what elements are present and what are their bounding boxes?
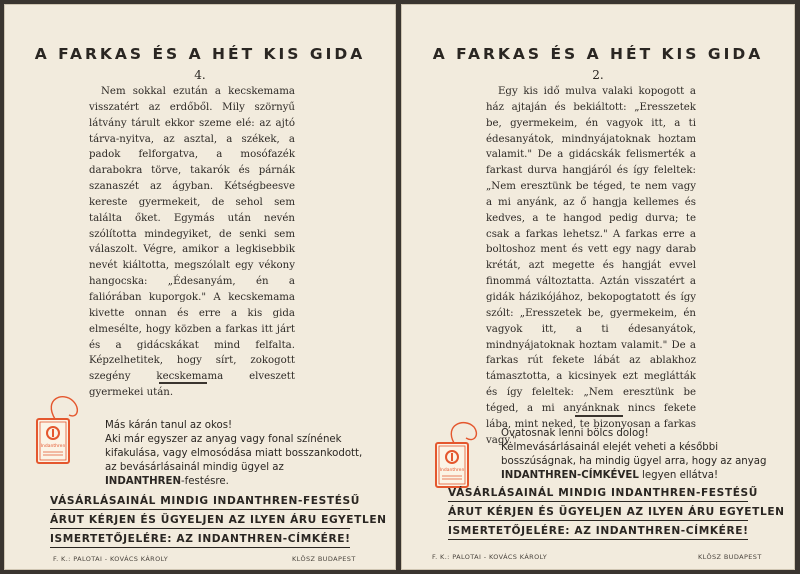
motto-heading: Más kárán tanul az okos! xyxy=(105,420,233,431)
footer-credit: F. K.: PALOTAI - KOVÁCS KÁROLY xyxy=(432,553,548,561)
motto-text: Aki már egyszer az anyag vagy fonal színének kifakulása, vagy elmosódása miatt bosszankodott, az bevásárlásainál mindig ügyel az INDANTHREN-festésre. xyxy=(105,434,363,487)
motto-block xyxy=(105,419,365,489)
postcard-right xyxy=(401,4,795,570)
footer-credit: F. K.: PALOTAI - KOVÁCS KÁROLY xyxy=(53,555,169,563)
footer-printer: KLÖSZ BUDAPEST xyxy=(698,553,762,561)
motto-text: Kelmevásárlásainál elejét veheti a későbbi bosszúságnak, ha mindig ügyel arra, hogy az anyag INDANTHREN-CÍMKÉVEL legyen ellátva! xyxy=(501,442,767,481)
indanthren-tag-icon xyxy=(33,389,85,475)
story-text: Nem sokkal ezután a kecskemama visszatért az erdőből. Mily szörnyű látvány tárult ekkor szeme elé: az ajtó tárva-nyitva, az asztal, a székek, a padok felforgatva, a mosófazék darabokra törve, takarók és párnák szanaszét az ágyban. Kétségbeesve kereste gyermekeit, de sehol sem találta őket. Egymás után nevén szólította mindegyiket, de senki sem válaszolt. Végre, amikor a legkisebbik nevét kiáltotta, megszólalt egy vékony hangocska: „Édesanyám, én a faliórában kuporgok." A kecskemama kivette onnan és erre a kis gida elmesélte, hogy közben a farkas itt járt és a gidácskákat mind felfalta. Képzelhetitek, hogy sírt, zokogott szegény kecskemama elveszett gyermekei után. xyxy=(89,86,295,399)
tag-label: Indanthren xyxy=(439,468,465,473)
page-number: 4. xyxy=(194,68,206,82)
advert-line: VÁSÁRLÁSAINÁL MINDIG INDANTHREN-FESTÉSŰ xyxy=(50,495,350,510)
story-text: Egy kis idő mulva valaki kopogott a ház ajtaján és bekiáltott: „Eresszetek be, gyermekeim, én vagyok itt, a ti édesanyátok, mindnyájatoknak hoztam valamit." De a gidácskák felismerték a farkast durva hangjáról és így feleltek: „Nem eresztünk be téged, te nem vagy a mi anyánk, az ő hangja kellemes és kedves, a te hangod pedig durva; te csak a farkas lehetsz." A farkas erre a boltoshoz ment és vett egy nagy darab krétát, azt megette és hangját evvel finommá változtatta. Aztán visszatért a gidák házikójához, bekopogtatott és így szólt: „Eresszetek be, gyermekeim, én vagyok itt, a ti édesanyátok, mindnyájatoknak hoztam valamit." De a farkas rút fekete lábát az ablakhoz támasztotta, a kicsinyek ezt meglátták és így feleltek: „Nem eresztünk be téged, a mi anyánknak nincs fekete lába, mint neked, te bizonyosan a farkas vagy." xyxy=(486,86,696,446)
motto-heading: Óvatosnak lenni bölcs dolog! xyxy=(501,428,649,439)
card-title: A FARKAS ÉS A HÉT KIS GIDA xyxy=(34,45,366,63)
motto-block xyxy=(501,427,771,483)
tag-label: Indanthren xyxy=(40,444,66,449)
divider xyxy=(159,382,207,384)
card-title: A FARKAS ÉS A HÉT KIS GIDA xyxy=(432,45,764,63)
advert-line: ÁRUT KÉRJEN ÉS ÜGYELJEN AZ ILYEN ÁRU EGYETLEN xyxy=(448,506,748,521)
divider xyxy=(575,415,623,417)
advert-line: VÁSÁRLÁSAINÁL MINDIG INDANTHREN-FESTÉSŰ xyxy=(448,487,748,502)
advert-line: ISMERTETŐJELÉRE: AZ INDANTHREN-CÍMKÉRE! xyxy=(50,533,350,548)
footer-printer: KLÖSZ BUDAPEST xyxy=(292,555,356,563)
page-number: 2. xyxy=(592,68,604,82)
advert-block xyxy=(402,487,794,544)
advert-block xyxy=(5,495,395,552)
postcard-left xyxy=(4,4,396,570)
advert-line: ISMERTETŐJELÉRE: AZ INDANTHREN-CÍMKÉRE! xyxy=(448,525,748,540)
advert-line: ÁRUT KÉRJEN ÉS ÜGYELJEN AZ ILYEN ÁRU EGYETLEN xyxy=(50,514,350,529)
